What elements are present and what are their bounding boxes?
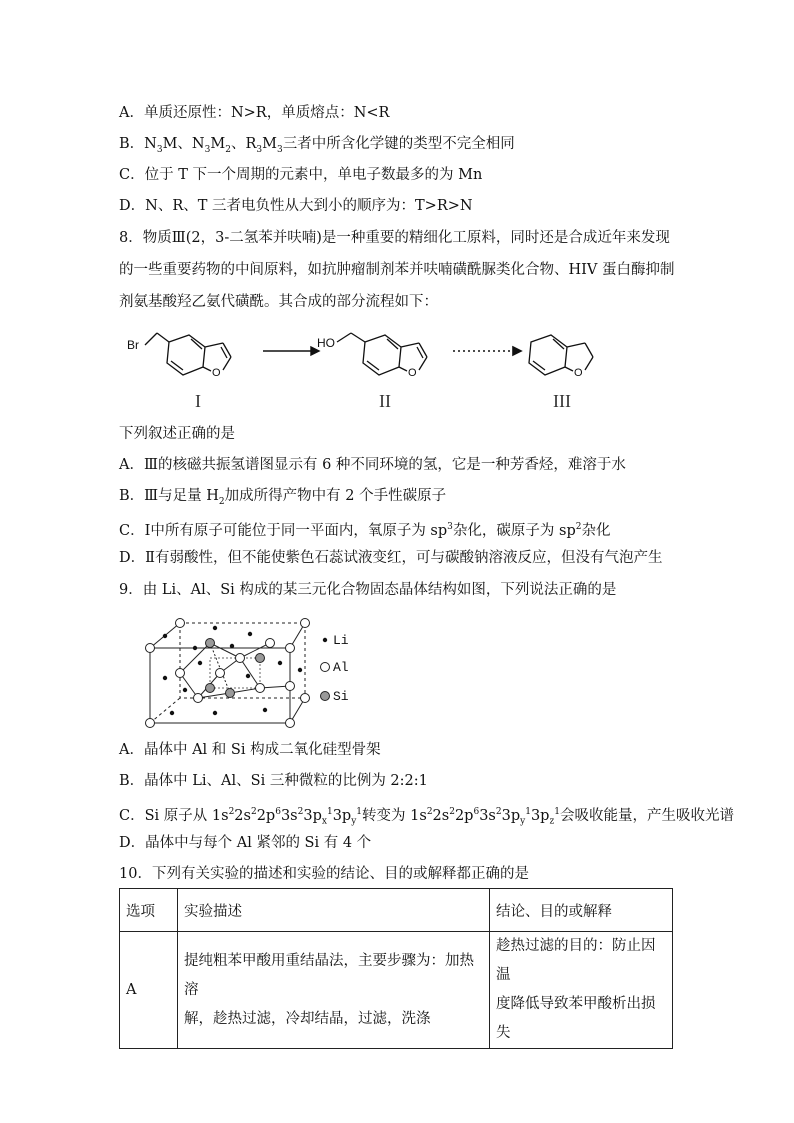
q8-option-d: D．Ⅱ有弱酸性，但不能使紫色石蕊试液变红，可与碳酸钠溶液反应，但没有气泡产生 bbox=[119, 550, 663, 566]
q8-option-a: A．Ⅲ的核磁共振氢谱图显示有 6 种不同环境的氢，它是一种芳香烃，难溶于水 bbox=[119, 457, 626, 473]
header-option: 选项 bbox=[120, 889, 178, 932]
row-a-description: 提纯粗苯甲酸用重结晶法，主要步骤为：加热溶 解，趁热过滤，冷却结晶，过滤，洗涤 bbox=[178, 932, 490, 1049]
header-description: 实验描述 bbox=[178, 889, 490, 932]
table-header-row bbox=[120, 889, 673, 932]
table-row bbox=[120, 932, 673, 1049]
q7-option-d: D．N、R、T 三者电负性从大到小的顺序为：T>R>N bbox=[119, 198, 473, 214]
row-a-option: A bbox=[120, 932, 178, 1049]
label-o-1: O bbox=[212, 367, 221, 379]
label-ho: HO bbox=[317, 336, 335, 350]
q7-option-c: C．位于 T 下一个周期的元素中，单电子数最多的为 Mn bbox=[119, 167, 483, 183]
legend-si: Si bbox=[333, 689, 349, 704]
label-o-3: O bbox=[574, 367, 583, 379]
legend-li: Li bbox=[333, 633, 349, 648]
q8-option-c: C．Ⅰ中所有原子可能位于同一平面内，氧原子为 $sp^3$杂化，碳原子为 $sp^2$杂化 bbox=[119, 522, 611, 539]
crystal-structure-diagram bbox=[140, 618, 365, 736]
experiment-table bbox=[119, 888, 673, 1049]
q9-option-d: D．晶体中与每个 Al 紧邻的 Si 有 4 个 bbox=[119, 835, 372, 851]
header-conclusion: 结论、目的或解释 bbox=[490, 889, 673, 932]
compound-2-structure bbox=[317, 333, 427, 379]
compound-2-label: II bbox=[379, 391, 391, 411]
q9-option-c: C．Si 原子从 $1s^22s^22p^63s^23p_x^13p_y^1$转变为 $1s^22s^22p^63s^23p_y^13p_z^1$会吸收能量，产生吸收光谱 bbox=[119, 807, 734, 827]
arrow-2-dotted bbox=[453, 347, 521, 355]
q9-stem: 9．由 Li、Al、Si 构成的某三元化合物固态晶体结构如图，下列说法正确的是 bbox=[119, 582, 617, 598]
q9-option-b: B．晶体中 Li、Al、Si 三种微粒的比例为 2:2:1 bbox=[119, 773, 428, 789]
q8-stem: 8．物质Ⅲ(2，3-二氢苯并呋喃)是一种重要的精细化工原料，同时还是合成近年来发现的一些重要药物的中间原料，如抗肿瘤制剂苯并呋喃磺酰脲类化合物、HIV 蛋白酶抑制剂氨基酸羟乙氨代磺酰。其合成的部分流程如下： bbox=[119, 230, 675, 310]
compound-1-label: I bbox=[195, 391, 201, 411]
compound-3-structure bbox=[529, 335, 593, 379]
q8-question: 下列叙述正确的是 bbox=[119, 426, 235, 442]
q8-option-b: B．Ⅲ与足量 $H_2$加成所得产物中有 2 个手性碳原子 bbox=[119, 488, 447, 507]
compound-3-label: III bbox=[553, 391, 571, 411]
q10-stem: 10．下列有关实验的描述和实验的结论、目的或解释都正确的是 bbox=[119, 866, 529, 882]
q9-option-a: A．晶体中 Al 和 Si 构成二氧化硅型骨架 bbox=[119, 742, 381, 758]
label-o-2: O bbox=[408, 367, 417, 379]
label-br: Br bbox=[127, 338, 139, 352]
legend-al: Al bbox=[333, 660, 349, 675]
q7-option-b: B．$N_3M$、$N_3M_2$、$R_3M_3$三者中所含化学键的类型不完全相同 bbox=[119, 136, 515, 155]
arrow-1 bbox=[263, 347, 319, 355]
synthesis-scheme bbox=[119, 325, 639, 415]
q7-option-a: A．单质还原性：N>R，单质熔点：N<R bbox=[119, 105, 390, 121]
compound-1-structure bbox=[127, 333, 231, 379]
row-a-explanation: 趁热过滤的目的：防止因温 度降低导致苯甲酸析出损失 bbox=[490, 932, 673, 1049]
